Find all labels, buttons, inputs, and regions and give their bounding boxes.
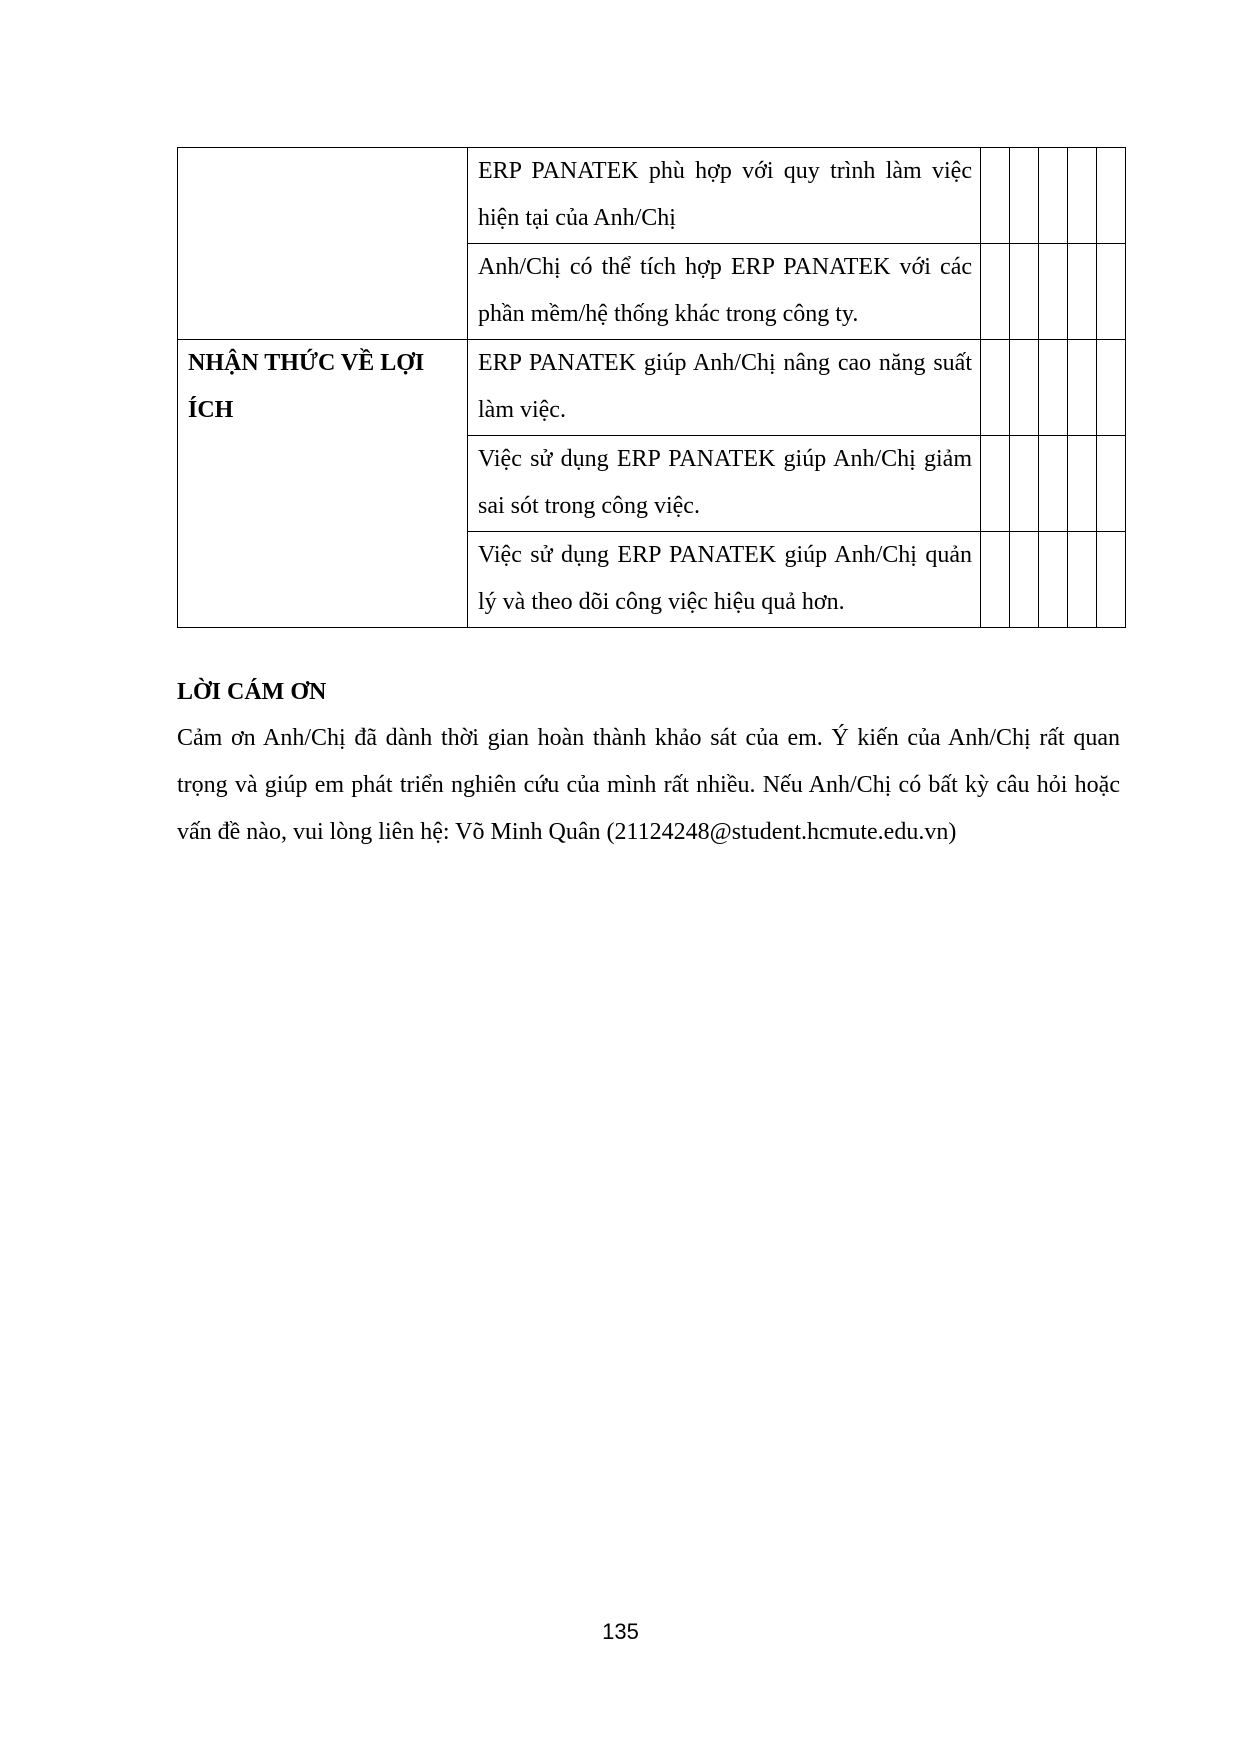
- question-cell: Việc sử dụng ERP PANATEK giúp Anh/Chị quản lý và theo dõi công việc hiệu quả hơn.: [468, 532, 981, 628]
- score-cell[interactable]: [981, 148, 1010, 244]
- group-label: [178, 148, 468, 340]
- score-cell[interactable]: [981, 244, 1010, 340]
- thanks-title: LỜI CÁM ƠN: [177, 679, 327, 705]
- score-cell[interactable]: [981, 532, 1010, 628]
- score-cell[interactable]: [1097, 148, 1126, 244]
- score-cell[interactable]: [1097, 244, 1126, 340]
- survey-table: [177, 147, 1126, 628]
- score-cell[interactable]: [1068, 244, 1097, 340]
- score-cell[interactable]: [981, 436, 1010, 532]
- score-cell[interactable]: [1039, 340, 1068, 436]
- page-number: 135: [602, 1619, 639, 1644]
- score-cell[interactable]: [1010, 148, 1039, 244]
- score-cell[interactable]: [1010, 340, 1039, 436]
- score-cell[interactable]: [1010, 532, 1039, 628]
- question-cell: ERP PANATEK phù hợp với quy trình làm việc hiện tại của Anh/Chị: [468, 148, 981, 244]
- table-row: [178, 340, 1126, 436]
- score-cell[interactable]: [1010, 436, 1039, 532]
- score-cell[interactable]: [981, 340, 1010, 436]
- score-cell[interactable]: [1039, 532, 1068, 628]
- score-cell[interactable]: [1068, 148, 1097, 244]
- question-cell: ERP PANATEK giúp Anh/Chị nâng cao năng suất làm việc.: [468, 340, 981, 436]
- score-cell[interactable]: [1010, 244, 1039, 340]
- score-cell[interactable]: [1039, 244, 1068, 340]
- score-cell[interactable]: [1068, 436, 1097, 532]
- score-cell[interactable]: [1068, 340, 1097, 436]
- table-row: [178, 148, 1126, 244]
- score-cell[interactable]: [1097, 340, 1126, 436]
- score-cell[interactable]: [1097, 436, 1126, 532]
- score-cell[interactable]: [1039, 436, 1068, 532]
- group-label-benefit: NHẬN THỨC VỀ LỢI ÍCH: [178, 340, 468, 628]
- question-cell: Việc sử dụng ERP PANATEK giúp Anh/Chị giảm sai sót trong công việc.: [468, 436, 981, 532]
- question-cell: Anh/Chị có thể tích hợp ERP PANATEK với các phần mềm/hệ thống khác trong công ty.: [468, 244, 981, 340]
- score-cell[interactable]: [1068, 532, 1097, 628]
- score-cell[interactable]: [1039, 148, 1068, 244]
- thanks-paragraph: Cảm ơn Anh/Chị đã dành thời gian hoàn thành khảo sát của em. Ý kiến của Anh/Chị rất quan trọng và giúp em phát triển nghiên cứu của mình rất nhiều. Nếu Anh/Chị có bất kỳ câu hỏi hoặc vấn đề nào, vui lòng liên hệ: Võ Minh Quân (21124248@student.hcmute.edu.vn): [177, 725, 1120, 845]
- score-cell[interactable]: [1097, 532, 1126, 628]
